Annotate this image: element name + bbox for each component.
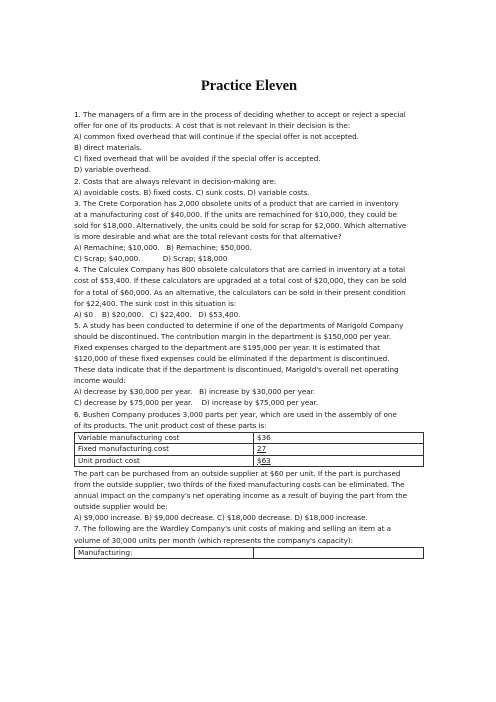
q3-option: A) Remachine; $10,000. B) Remachine; $50,000. bbox=[74, 243, 252, 253]
q5-line: income would: bbox=[74, 376, 126, 386]
q7-line: volume of 30,000 units per month (which represents the company's capacity): bbox=[74, 535, 353, 545]
q4-line: cost of $53,400. If these calculators are upgraded at a total cost of $20,000, they can be sold bbox=[74, 276, 407, 286]
q6-line: 6. Bushen Company produces 3,000 parts per year, which are used in the assembly of one bbox=[74, 409, 397, 419]
table-row bbox=[75, 432, 424, 443]
question-4 bbox=[74, 264, 424, 319]
table-cell-value bbox=[254, 444, 424, 455]
q1-option: C) fixed overhead that will be avoided if the special offer is accepted. bbox=[74, 154, 321, 164]
question-6 bbox=[74, 409, 424, 524]
q5-line: should be discontinued. The contribution margin in the department is $150,000 per year. bbox=[74, 331, 392, 341]
table-row bbox=[75, 455, 424, 466]
q1-option: D) variable overhead. bbox=[74, 165, 151, 175]
q2-line: 2. Costs that are always relevant in decision-making are: bbox=[74, 176, 277, 186]
q3-line: 3. The Crete Corporation has 2,000 obsolete units of a product that are carried in inventory bbox=[74, 198, 399, 208]
page-title: Practice Eleven bbox=[200, 78, 298, 94]
table-cell-value-text: 27 bbox=[257, 444, 267, 454]
q3-line: is more desirable and what are the total relevant costs for that alternative? bbox=[74, 232, 342, 242]
q6-line: annual impact on the company's net operating income as a result of buying the part from the bbox=[74, 491, 407, 501]
q5-line: 5. A study has been conducted to determine if one of the departments of Marigold Company bbox=[74, 320, 404, 330]
question-2 bbox=[74, 176, 424, 198]
q6-line: outside supplier would be: bbox=[74, 502, 168, 512]
question-1 bbox=[74, 109, 424, 176]
q4-line: for $22,400. The sunk cost in this situation is: bbox=[74, 298, 237, 308]
q1-option: B) direct materials. bbox=[74, 143, 142, 153]
question-5 bbox=[74, 320, 424, 409]
q7-line: 7. The following are the Wardley Company's unit costs of making and selling an item at a bbox=[74, 524, 391, 534]
q1-line: 1. The managers of a firm are in the process of deciding whether to accept or reject a special bbox=[74, 110, 406, 119]
table-cell-label: Unit product cost bbox=[75, 455, 254, 466]
table-cell-value bbox=[254, 455, 424, 466]
q3-line: at a manufacturing cost of $40,000. If the units are remachined for $10,000, they could be bbox=[74, 209, 397, 219]
question-7 bbox=[74, 523, 424, 559]
table-cell-label: Variable manufacturing cost bbox=[75, 432, 254, 443]
table-cell-value bbox=[254, 547, 424, 558]
q1-line: offer for one of its products. A cost that is not relevant in their decision is the: bbox=[74, 121, 351, 131]
q4-option: A) $0 B) $20,000. C) $22,400. D) $53,400. bbox=[74, 309, 241, 319]
q6-line: from the outside supplier, two thirds of the fixed manufacturing costs can be eliminated. The bbox=[74, 480, 405, 490]
q2-option: A) avoidable costs. B) fixed costs. C) sunk costs. D) variable costs. bbox=[74, 187, 310, 197]
q3-option: C) Scrap; $40,000. D) Scrap; $18,000 bbox=[74, 254, 228, 264]
q6-option: A) $9,000 increase. B) $9,000 decrease. C) $18,000 decrease. D) $18,000 increase. bbox=[74, 513, 368, 523]
table-cell-value-text: $63 bbox=[257, 455, 271, 465]
table-row bbox=[75, 444, 424, 455]
q5-line: These data indicate that if the department is discontinued, Marigold's overall net operating bbox=[74, 365, 399, 375]
q3-line: sold for $18,000. Alternatively, the units could be sold for scrap for $2,000. Which alternative bbox=[74, 220, 407, 230]
q5-option: A) decrease by $30,000 per year. B) increase by $30,000 per year. bbox=[74, 387, 316, 397]
q6-line: The part can be purchased from an outside supplier at $60 per unit. If the part is purchased bbox=[74, 468, 401, 478]
q5-line: $120,000 of these fixed expenses could be eliminated if the department is discontinued. bbox=[74, 354, 390, 364]
q6-line: of its products. The unit product cost of these parts is: bbox=[74, 420, 267, 430]
table-row bbox=[75, 547, 424, 558]
unit-cost-table bbox=[74, 432, 424, 467]
document-content bbox=[74, 78, 424, 560]
table-cell-value: $36 bbox=[254, 432, 424, 443]
question-3 bbox=[74, 198, 424, 265]
q4-line: 4. The Calculex Company has 800 obsolete calculators that are carried in inventory at a total bbox=[74, 265, 406, 275]
table-cell-label: Fixed manufacturing cost bbox=[75, 444, 254, 455]
q5-option: C) decrease by $75,000 per year. D) increase by $75,000 per year. bbox=[74, 398, 319, 408]
table-cell-label: Manufacturing: bbox=[75, 547, 254, 558]
q4-line: for a total of $60,000. As an alternative, the calculators can be sold in their present condition bbox=[74, 287, 406, 297]
q5-line: Fixed expenses charged to the department are $195,000 per year. It is estimated that bbox=[74, 342, 380, 352]
unit-cost-table-2 bbox=[74, 547, 424, 559]
q1-option: A) common fixed overhead that will continue if the special offer is not accepted. bbox=[74, 132, 359, 142]
